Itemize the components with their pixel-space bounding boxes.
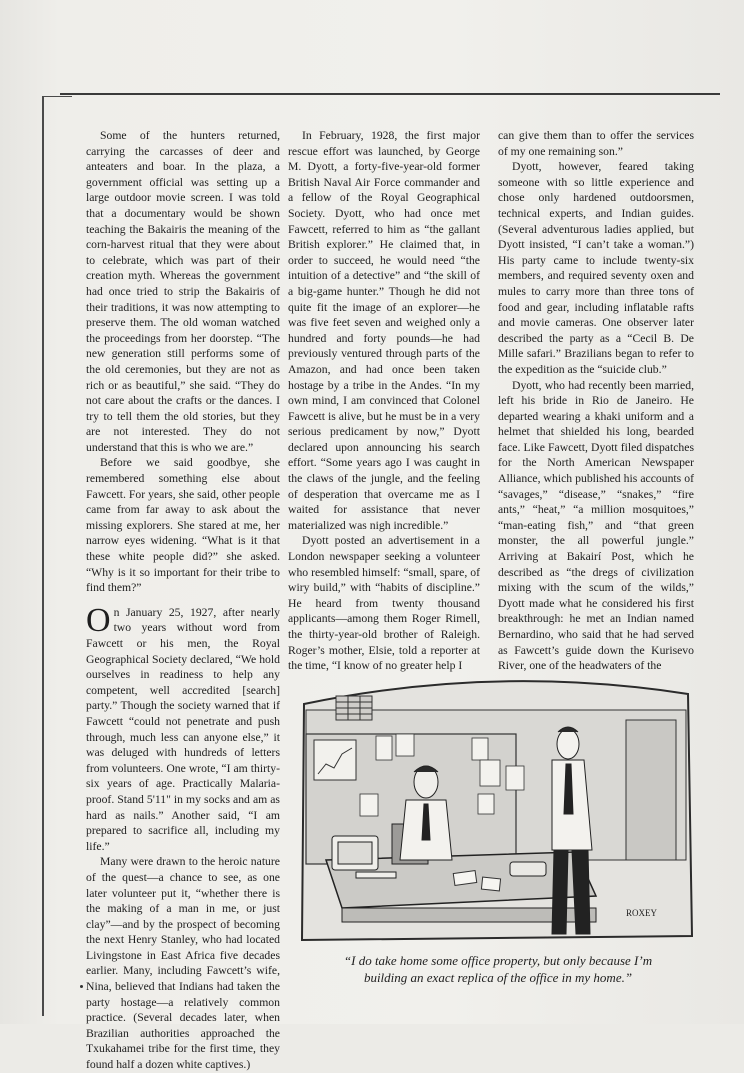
caption-line-2: building an exact replica of the office in my home.”	[363, 970, 633, 985]
col1-para-3	[86, 601, 280, 855]
cartoon-caption	[300, 952, 696, 986]
column-1	[86, 128, 280, 1073]
cartoon-signature: ROXEY	[626, 908, 657, 918]
wall-chart-icon	[314, 740, 356, 780]
left-rule	[42, 96, 44, 1016]
col3-para-2: Dyott, however, feared taking someone with so little experience and chose only hardened outdoorsmen, technical experts, and Indian guides. (Several adventurous ladies applied, but Dyott insisted, “I can’t take a woman.”) His party came to include twenty-six members, and required seventy oxen and mules to carry more than three tons of food and gear, including inflatable rafts and movie cameras. One observer later described the party as a “Cecil B. De Mille safari.” Brazilians began to refer to the expedition as the “suicide club.”	[498, 160, 694, 376]
col1-para-1: Some of the hunters returned, carrying the carcasses of deer and anteaters and boar. In the plaza, a government official was setting up a large outdoor movie screen. I was told that a documentary would be shown teaching the Bakairis the meaning of the corn-harvest ritual that they were about to celebrate, which was part of their creation myth. Whereas the government had once tried to strip the Bakairis of their traditions, it was now attempting to preserve them. The old woman watched the proceedings from her doorstep. “The new generation still performs some of the old ceremonies, but they are not as rich or as beautiful,” she said. “They do not care about the crafts or the dances. I try to tell them the old stories, but they are not interested. They do not understand that this is who we are.”	[86, 129, 280, 454]
col3-para-1: can give them than to offer the services of my one remaining son.”	[498, 129, 694, 158]
col1-para-2: Before we said goodbye, she remembered something else about Fawcett. For years, she said, other people came from far away to ask about the missing explorers. She stared at me, her narrow eyes widening. “What is it that these white people did?” she asked. “Why is it so important for their tribe to find them?”	[86, 456, 280, 595]
column-2	[288, 128, 480, 674]
phone-icon	[510, 862, 546, 876]
col1-para-3-text: n January 25, 1927, after nearly two years without word from Fawcett or his men, the Royal Geographical Society declared, “We hold ourselves in readiness to help any competent, well accredited [search] party.” Though the society warned that if Fawcett “could not penetrate and push through, much less can anyone else,” it was deluged with hundreds of letters from volunteers. One wrote, “I am thirty-six years of age. Practically Malaria-proof. Stand 5'11" in my socks and am as hard as nails.” Another said, “I am prepared to sacrifice all, including my life.”	[86, 605, 280, 853]
column-3	[498, 128, 694, 674]
office-cartoon	[296, 664, 696, 946]
caption-line-1: “I do take home some office property, but only because I’m	[343, 953, 653, 968]
bullet-mark	[80, 985, 83, 988]
top-rule	[60, 93, 720, 95]
col2-para-1: In February, 1928, the first major rescue effort was launched, by George M. Dyott, a forty-five-year-old former British Naval Air Force commander and a fellow of the Royal Geographical Society. Dyott, who had once met Fawcett, referred to him as “the gallant British explorer.” He claimed that, in order to succeed, he would need “the intuition of a detective” and “the skill of a big-game hunter.” Though he did not quite fit the image of an explorer—he was five feet seven and weighed only a hundred and forty pounds—he had previously ventured through parts of the Amazon, and had once been taken hostage by a tribe in the Andes. “In my own mind, I am convinced that Colonel Fawcett is alive, but he must be in a very serious predicament by now,” Dyott declared upon announcing his search effort. “Some years ago I was caught in the claws of the jungle, and the feeling of desperation that overcame me as I waited for assistance that never materialized was nigh incredible.”	[288, 129, 480, 532]
col3-para-3: Dyott, who had recently been married, left his bride in Rio de Janeiro. He departed wearing a khaki uniform and a helmet that shielded his long, bearded face. Like Fawcett, Dyott filed dispatches for the North American Newspaper Alliance, which published his accounts of “savages,” “disease,” “snakes,” “fire ants,” “heat,” “a million mosquitoes,” “man-eating fish,” and “that green monster, the all powerful jungle.” Arriving at Bakairí Post, which he described as “the dregs of civilization mixing with the scum of the wilds,” Dyott made what he considered his first breakthrough: he met an Indian named Bernardino, who said that he had served as Fawcett’s guide down the Kurisevo River, one of the headwaters of the	[498, 378, 694, 673]
corner-rule	[42, 96, 72, 97]
drop-cap: O	[86, 601, 111, 639]
col1-para-4: Many were drawn to the heroic nature of the quest—a chance to see, as one later volunteer put it, “whether there is the making of a man in me, or just clay”—and by the prospect of becoming the next Henry Stanley, who had located Livingstone in East Africa five decades earlier. Many, including Fawcett’s wife, Nina, believed that Indians had taken the party hostage—a relatively common practice. (Several decades later, when Brazilian authorities approached the Txukahamei tribe for the first time, they found half a dozen white captives.)	[86, 855, 280, 1072]
col2-para-2: Dyott posted an advertisement in a London newspaper seeking a volunteer who resembled himself: “small, spare, of wiry build,” with “habits of discipline.” He heard from twenty thousand applicants—among them Roger Rimell, the thirty-year-old brother of Raleigh. Roger’s mother, Elsie, told a reporter at the time, “I know of no greater help I	[288, 534, 480, 673]
window-blinds-icon	[336, 696, 372, 720]
